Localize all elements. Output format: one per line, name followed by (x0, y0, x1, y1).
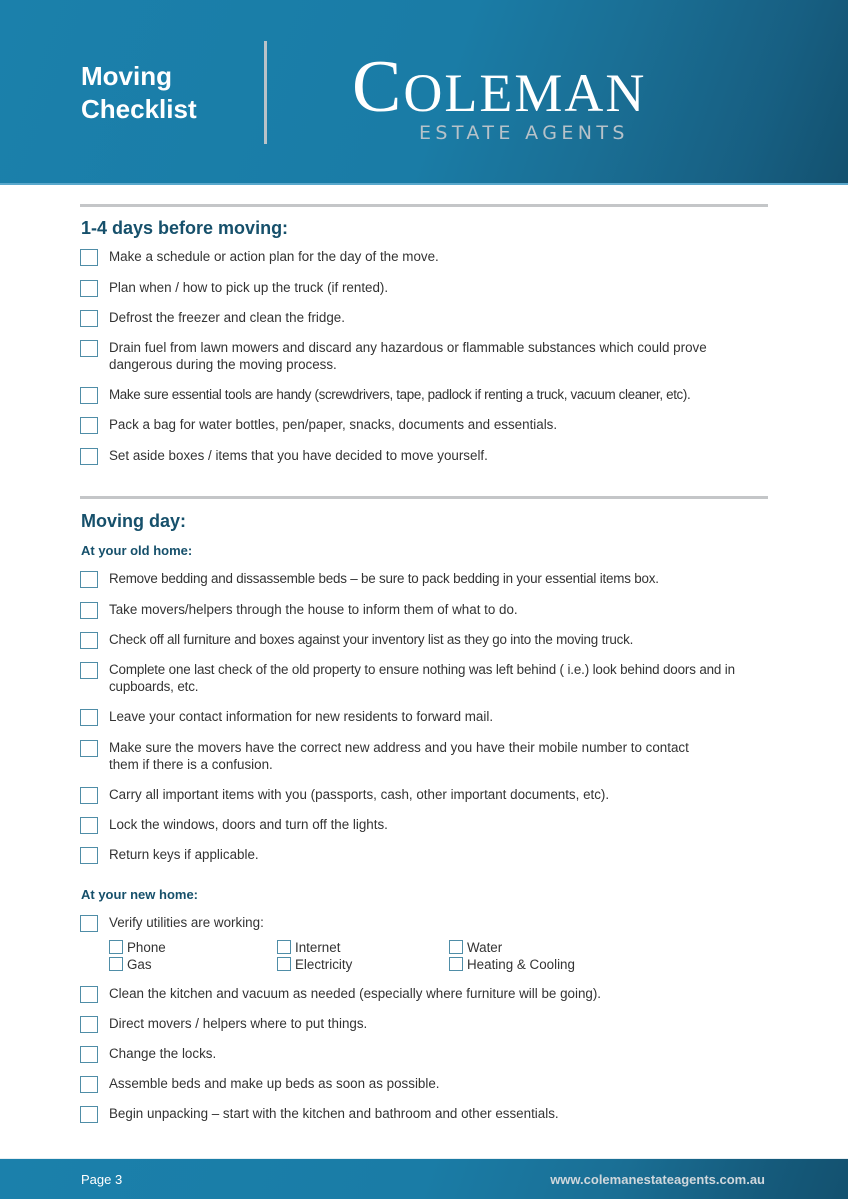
title-line-1: Moving (81, 61, 172, 91)
checklist-item[interactable] (80, 601, 760, 618)
logo-rest: OLEMAN (403, 63, 647, 123)
checklist-item-verify-utilities[interactable] (80, 914, 760, 931)
item-text: Defrost the freezer and clean the fridge. (109, 310, 345, 325)
checklist-item[interactable] (80, 1105, 760, 1122)
utility-label: Phone (127, 940, 166, 955)
checklist-item[interactable] (80, 339, 740, 373)
checkbox[interactable] (80, 571, 98, 588)
checklist-item[interactable] (80, 786, 760, 803)
page-number: Page 3 (81, 1172, 123, 1187)
checkbox[interactable] (80, 915, 98, 932)
checkbox[interactable] (80, 280, 98, 297)
item-text: Make sure essential tools are handy (screwdrivers, tape, padlock if renting a truck, vacuum cleaner, etc). (109, 387, 691, 402)
checkbox[interactable] (80, 249, 98, 266)
header-banner (0, 0, 848, 185)
utility-label: Water (467, 940, 503, 955)
checkbox[interactable] (80, 387, 98, 404)
checklist-item[interactable] (80, 739, 720, 773)
item-text: Leave your contact information for new residents to forward mail. (109, 709, 494, 724)
section-divider (80, 496, 768, 499)
checklist-item[interactable] (80, 416, 760, 433)
item-text: Return keys if applicable. (109, 847, 259, 862)
header-divider (264, 41, 267, 144)
item-text: Drain fuel from lawn mowers and discard any hazardous or flammable substances which could prove dangerous during the moving process. (109, 340, 707, 372)
checkbox[interactable] (277, 940, 291, 954)
utility-label: Heating & Cooling (467, 957, 575, 972)
checkbox[interactable] (80, 787, 98, 804)
checkbox[interactable] (80, 986, 98, 1003)
checklist-item[interactable] (80, 708, 760, 725)
item-text: Direct movers / helpers where to put things. (109, 1016, 368, 1031)
footer-bar (0, 1158, 848, 1199)
checkbox[interactable] (80, 632, 98, 649)
utility-label: Internet (295, 940, 341, 955)
checklist-item[interactable] (80, 447, 760, 464)
checklist-item[interactable] (80, 985, 760, 1002)
checkbox[interactable] (80, 1046, 98, 1063)
checklist-item[interactable] (80, 1015, 760, 1032)
checkbox[interactable] (449, 940, 463, 954)
checklist-item[interactable] (80, 846, 760, 863)
item-text: Assemble beds and make up beds as soon as possible. (109, 1076, 440, 1091)
section-title-before-moving: 1-4 days before moving: (81, 218, 289, 238)
checklist-item[interactable] (80, 631, 780, 648)
item-text: Check off all furniture and boxes against your inventory list as they go into the moving truck. (109, 632, 634, 647)
checkbox[interactable] (80, 417, 98, 434)
checkbox[interactable] (109, 940, 123, 954)
section-title-moving-day: Moving day: (81, 511, 187, 531)
checkbox[interactable] (80, 340, 98, 357)
checkbox[interactable] (277, 957, 291, 971)
checkbox[interactable] (80, 709, 98, 726)
checklist-item[interactable] (80, 816, 760, 833)
item-text: Remove bedding and dissassemble beds – be sure to pack bedding in your essential items box. (109, 571, 659, 586)
item-text: Make sure the movers have the correct new address and you have their mobile number to contact them if there is a confusion. (109, 740, 689, 772)
item-text: Plan when / how to pick up the truck (if rented). (109, 280, 389, 295)
checklist-item[interactable] (80, 386, 780, 403)
checkbox[interactable] (80, 847, 98, 864)
checklist-item[interactable] (80, 1045, 760, 1062)
checkbox[interactable] (109, 957, 123, 971)
item-text: Lock the windows, doors and turn off the lights. (109, 817, 388, 832)
item-text: Make a schedule or action plan for the day of the move. (109, 249, 439, 264)
item-text: Verify utilities are working: (109, 915, 264, 930)
item-text: Change the locks. (109, 1046, 217, 1061)
website-link[interactable]: www.colemanestateagents.com.au (550, 1172, 765, 1187)
coleman-logo (352, 46, 762, 144)
checklist-item[interactable] (80, 570, 780, 587)
item-text: Carry all important items with you (passports, cash, other important documents, etc). (109, 787, 610, 802)
subsection-title-new-home: At your new home: (81, 887, 199, 902)
utilities-grid (109, 939, 609, 973)
checkbox[interactable] (80, 662, 98, 679)
checklist-item[interactable] (80, 1075, 760, 1092)
item-text: Set aside boxes / items that you have decided to move yourself. (109, 448, 488, 463)
item-text: Pack a bag for water bottles, pen/paper, snacks, documents and essentials. (109, 417, 558, 432)
checklist-item[interactable] (80, 279, 760, 296)
document-title (81, 60, 251, 126)
title-line-2: Checklist (81, 94, 197, 124)
checkbox[interactable] (80, 448, 98, 465)
subsection-title-old-home: At your old home: (81, 543, 193, 558)
checklist-item[interactable] (80, 309, 760, 326)
logo-initial: C (352, 46, 404, 128)
checkbox[interactable] (80, 1076, 98, 1093)
utility-label: Electricity (295, 957, 353, 972)
checkbox[interactable] (80, 1106, 98, 1123)
checkbox[interactable] (80, 310, 98, 327)
checkbox[interactable] (80, 817, 98, 834)
checkbox[interactable] (80, 1016, 98, 1033)
logo-tagline: ESTATE AGENTS (419, 122, 629, 144)
checkbox[interactable] (80, 740, 98, 757)
checkbox[interactable] (80, 602, 98, 619)
logo-wordmark (352, 46, 762, 128)
item-text: Clean the kitchen and vacuum as needed (especially where furniture will be going). (109, 986, 602, 1001)
section-divider (80, 204, 768, 207)
checkbox[interactable] (449, 957, 463, 971)
item-text: Take movers/helpers through the house to inform them of what to do. (109, 602, 518, 617)
checklist-item[interactable] (80, 661, 740, 695)
utility-label: Gas (127, 957, 152, 972)
item-text: Begin unpacking – start with the kitchen and bathroom and other essentials. (109, 1106, 559, 1121)
item-text: Complete one last check of the old property to ensure nothing was left behind ( i.e.) look behind doors and in cupboards, etc. (109, 662, 735, 694)
checklist-item[interactable] (80, 248, 760, 265)
